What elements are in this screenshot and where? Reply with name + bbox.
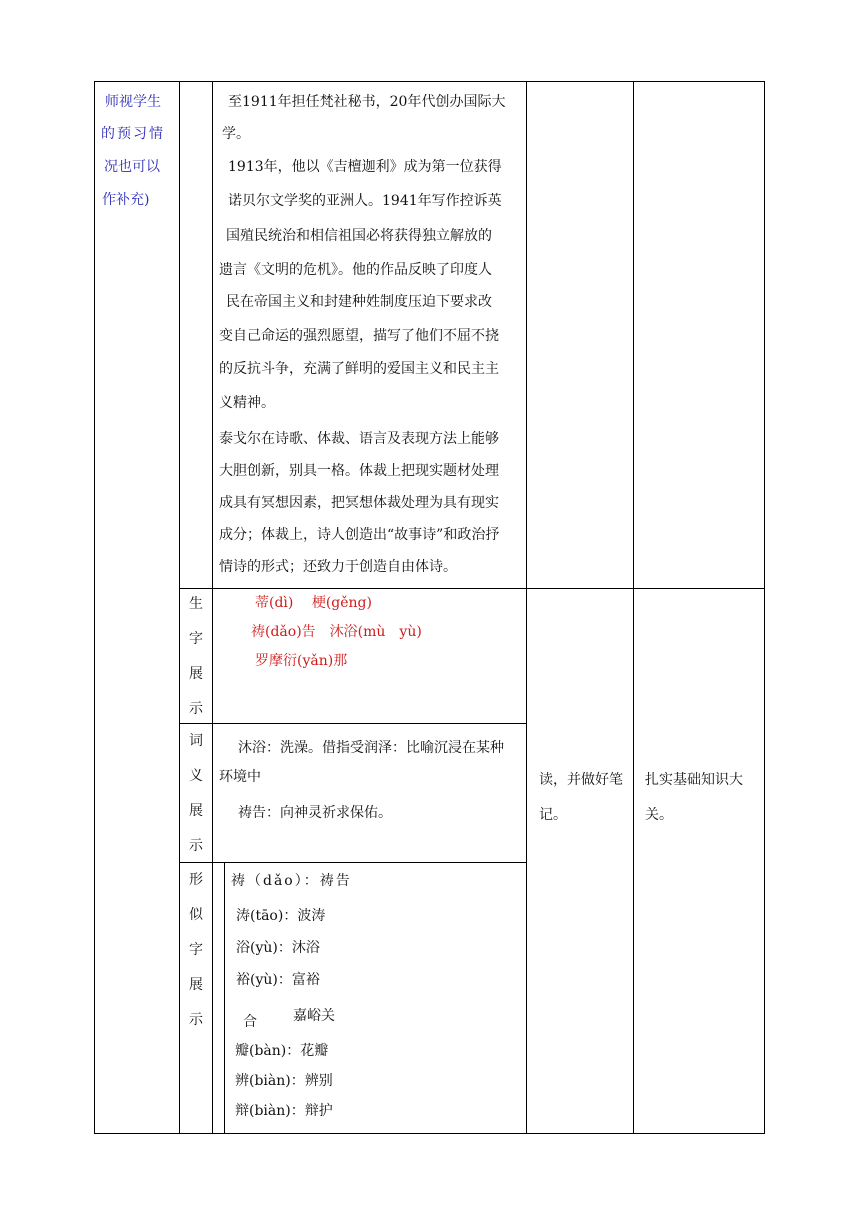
label-char: 义 xyxy=(189,768,203,784)
table-top-border xyxy=(94,81,765,82)
label-char: 展 xyxy=(189,803,203,819)
note-line: 的预习情 xyxy=(101,126,165,142)
xingsi-line: 裕(yù)：富裕 xyxy=(236,972,320,988)
xingsi-line: 合 xyxy=(243,1014,257,1030)
label-char: 示 xyxy=(189,701,203,717)
label-char: 示 xyxy=(189,838,203,854)
col-divider-3 xyxy=(526,81,527,1134)
shengzi-line: 祷(dǎo)告 沐浴(mù yù) xyxy=(251,624,422,640)
row-divider-1 xyxy=(179,588,765,589)
table-left-border xyxy=(94,81,95,1134)
label-char: 展 xyxy=(189,666,203,682)
shengzi-line: 蒂(dì) 梗(gěng) xyxy=(255,595,372,611)
col-divider-1 xyxy=(179,81,180,1134)
intro-line: 学。 xyxy=(222,126,250,142)
intro-line: 诺贝尔文学奖的亚洲人。1941年写作控诉英 xyxy=(228,193,502,209)
label-char: 字 xyxy=(189,631,203,647)
activity-line: 读，并做好笔 xyxy=(539,772,623,788)
intro-line: 的反抗斗争，充满了鲜明的爱国主义和民主主 xyxy=(219,361,499,377)
intro-line: 至1911年担任梵社秘书，20年代创办国际大 xyxy=(228,94,506,110)
inner-divider xyxy=(224,862,225,1134)
ciyi-line: 祷告：向神灵祈求保佑。 xyxy=(238,805,392,821)
shengzi-line: 罗摩衍(yǎn)那 xyxy=(255,653,348,669)
xingsi-line: 涛(tāo)：波涛 xyxy=(236,908,326,924)
intro-line: 成具有冥想因素，把冥想体裁处理为具有现实 xyxy=(219,495,499,511)
intro-line: 成分；体裁上，诗人创造出“故事诗”和政治抒 xyxy=(219,527,500,543)
label-char: 字 xyxy=(189,942,203,958)
xingsi-line: 辨(biàn)：辨别 xyxy=(235,1073,333,1089)
xingsi-line: 祷（dǎo）：祷告 xyxy=(231,873,352,889)
note-line: 师视学生 xyxy=(105,94,161,110)
intro-line: 1913年，他以《吉檀迦利》成为第一位获得 xyxy=(228,159,502,175)
note-line: 况也可以 xyxy=(104,159,160,175)
label-char: 似 xyxy=(189,907,203,923)
note-line: 作补充) xyxy=(102,192,150,208)
label-char: 生 xyxy=(189,596,203,612)
xingsi-line: 浴(yù)：沐浴 xyxy=(236,940,320,956)
xingsi-line: 嘉峪关 xyxy=(293,1008,335,1024)
intro-line: 大胆创新，别具一格。体裁上把现实题材处理 xyxy=(219,463,499,479)
label-char: 示 xyxy=(189,1012,203,1028)
table-bottom-border xyxy=(94,1133,765,1134)
xingsi-line: 瓣(bàn)：花瓣 xyxy=(235,1043,329,1059)
intro-line: 国殖民统治和相信祖国必将获得独立解放的 xyxy=(226,228,492,244)
table-right-border xyxy=(764,81,765,1134)
intro-line: 情诗的形式；还致力于创造自由体诗。 xyxy=(219,559,457,575)
row-divider-2 xyxy=(179,723,527,724)
xingsi-line: 辩(biàn)：辩护 xyxy=(235,1103,333,1119)
label-char: 展 xyxy=(189,977,203,993)
ciyi-line: 沐浴：洗澡。借指受润泽：比喻沉浸在某种 xyxy=(238,740,504,756)
intro-line: 义精神。 xyxy=(219,395,275,411)
activity-line: 记。 xyxy=(539,807,567,823)
intent-line: 扎实基础知识大 xyxy=(645,772,743,788)
intro-line: 民在帝国主义和封建种姓制度压迫下要求改 xyxy=(226,294,492,310)
intro-line: 变自己命运的强烈愿望，描写了他们不屈不挠 xyxy=(219,328,499,344)
col-divider-4 xyxy=(633,81,634,1134)
ciyi-line: 环境中 xyxy=(219,769,261,785)
row-divider-3 xyxy=(179,862,527,863)
intro-line: 泰戈尔在诗歌、体裁、语言及表现方法上能够 xyxy=(219,431,499,447)
label-char: 形 xyxy=(189,872,203,888)
intro-line: 遗言《文明的危机》。他的作品反映了印度人 xyxy=(219,262,492,278)
intent-line: 关。 xyxy=(645,807,673,823)
label-char: 词 xyxy=(189,733,203,749)
col-divider-2 xyxy=(212,81,213,1134)
